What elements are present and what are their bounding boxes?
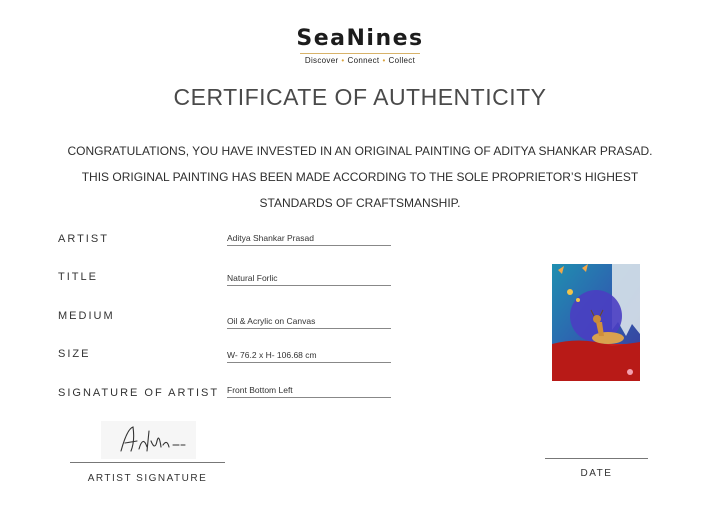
- tagline-word: Connect: [347, 56, 380, 65]
- field-label-size: SIZE: [58, 348, 91, 360]
- field-label-artist: ARTIST: [58, 233, 109, 245]
- field-label-medium: MEDIUM: [58, 310, 115, 322]
- painting-illustration: [552, 264, 640, 381]
- field-value-medium: Oil & Acrylic on Canvas: [227, 316, 391, 329]
- intro-line: CONGRATULATIONS, YOU HAVE INVESTED IN AN ORIGINAL PAINTING OF ADITYA SHANKAR PRASAD.: [67, 144, 653, 158]
- intro-line: THIS ORIGINAL PAINTING HAS BEEN MADE ACCORDING TO THE SOLE PROPRIETOR’S HIGHEST: [81, 170, 639, 184]
- tagline-word: Collect: [388, 56, 416, 65]
- certificate-title: CERTIFICATE OF AUTHENTICITY: [173, 84, 547, 110]
- field-value-artist: Aditya Shankar Prasad: [227, 233, 391, 246]
- painting-image: [552, 264, 640, 381]
- dot-icon: •: [341, 56, 345, 65]
- artist-signature-line: [70, 462, 225, 463]
- field-value-size: W- 76.2 x H- 106.68 cm: [227, 350, 391, 363]
- tagline-word: Discover: [304, 56, 339, 65]
- logo-underline: [300, 53, 420, 54]
- brand-name: SeaNines: [296, 26, 424, 51]
- handwritten-signature-icon: [101, 421, 196, 459]
- brand-tagline: [0, 56, 720, 65]
- date-label: DATE: [580, 468, 613, 479]
- dot-icon: •: [382, 56, 386, 65]
- artist-signature-label: ARTIST SIGNATURE: [87, 473, 208, 484]
- artist-signature-image: [101, 421, 196, 459]
- date-line: [545, 458, 648, 459]
- field-value-title: Natural Forlic: [227, 273, 391, 286]
- field-value-signature: Front Bottom Left: [227, 385, 391, 398]
- field-label-signature: SIGNATURE OF ARTIST: [58, 387, 220, 399]
- brand-logo: [0, 26, 720, 51]
- intro-line: STANDARDS OF CRAFTSMANSHIP.: [259, 196, 461, 210]
- field-label-title: TITLE: [58, 271, 98, 283]
